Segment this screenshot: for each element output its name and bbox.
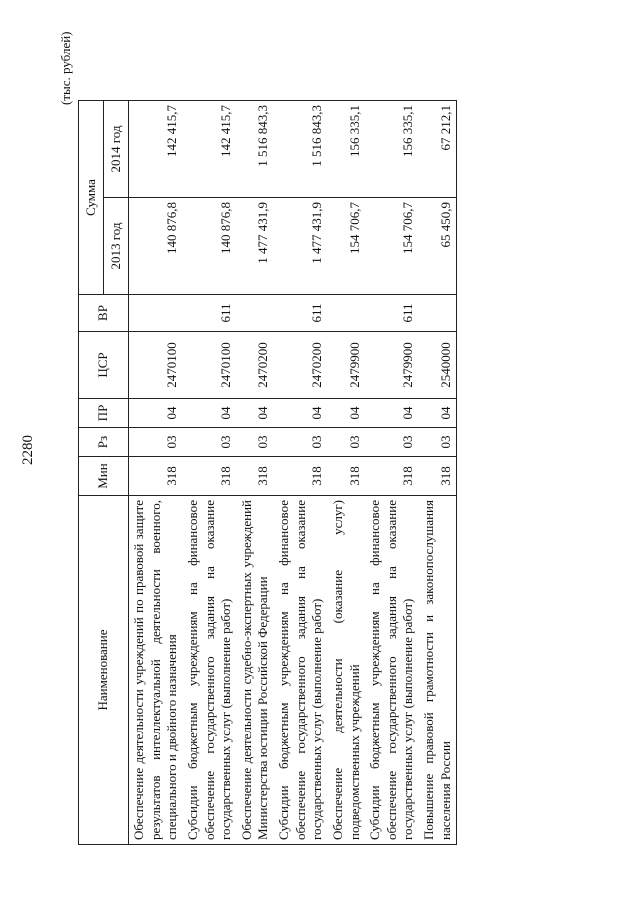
cell-name: Обеспечение деятельности (оказание услуг) подведомственных учреждений <box>328 496 365 845</box>
cell-pr: 04 <box>274 399 328 428</box>
cell-rz: 03 <box>328 428 365 457</box>
cell-pr: 04 <box>183 399 237 428</box>
cell-csr: 2540000 <box>419 332 457 399</box>
cell-y2014: 142 415,7 <box>183 101 237 198</box>
cell-y2013: 154 706,7 <box>328 198 365 295</box>
cell-csr: 2470200 <box>274 332 328 399</box>
cell-min: 318 <box>365 457 419 496</box>
cell-name: Повышение правовой грамотности и законопослушания населения России <box>419 496 457 845</box>
cell-y2014: 67 212,1 <box>419 101 457 198</box>
cell-rz: 03 <box>183 428 237 457</box>
cell-vr <box>328 295 365 332</box>
cell-min: 318 <box>129 457 183 496</box>
cell-y2013: 1 477 431,9 <box>274 198 328 295</box>
cell-pr: 04 <box>365 399 419 428</box>
cell-y2013: 65 450,9 <box>419 198 457 295</box>
cell-pr: 04 <box>328 399 365 428</box>
table-row <box>274 101 328 845</box>
cell-rz: 03 <box>274 428 328 457</box>
header-min: Мин <box>79 457 129 496</box>
cell-y2013: 140 876,8 <box>129 198 183 295</box>
cell-rz: 03 <box>129 428 183 457</box>
header-name: Наименование <box>79 496 129 845</box>
cell-y2013: 1 477 431,9 <box>237 198 274 295</box>
cell-name: Субсидии бюджетным учреждениям на финансовое обеспечение государственного задания на оказание государственных услуг (выполнение работ) <box>183 496 237 845</box>
cell-y2014: 1 516 843,3 <box>274 101 328 198</box>
cell-min: 318 <box>419 457 457 496</box>
cell-csr: 2479900 <box>365 332 419 399</box>
cell-pr: 04 <box>237 399 274 428</box>
table-row <box>183 101 237 845</box>
units-label: (тыс. рублей) <box>58 31 73 105</box>
cell-name: Субсидии бюджетным учреждениям на финансовое обеспечение государственного задания на оказание государственных услуг (выполнение работ) <box>365 496 419 845</box>
cell-rz: 03 <box>365 428 419 457</box>
cell-vr <box>129 295 183 332</box>
budget-table <box>78 100 457 845</box>
cell-y2013: 154 706,7 <box>365 198 419 295</box>
header-vr: ВР <box>79 295 129 332</box>
cell-vr <box>419 295 457 332</box>
cell-y2014: 142 415,7 <box>129 101 183 198</box>
cell-csr: 2479900 <box>328 332 365 399</box>
cell-name: Обеспечение деятельности судебно-экспертных учреждений Министерства юстиции Российской Федерации <box>237 496 274 845</box>
cell-min: 318 <box>274 457 328 496</box>
header-rz: Рз <box>79 428 129 457</box>
table-row <box>328 101 365 845</box>
cell-min: 318 <box>237 457 274 496</box>
cell-min: 318 <box>183 457 237 496</box>
cell-csr: 2470200 <box>237 332 274 399</box>
cell-rz: 03 <box>237 428 274 457</box>
cell-name: Обеспечение деятельности учреждений по правовой защите результатов интеллектуальной деятельности военного, специального и двойного назначения <box>129 496 183 845</box>
cell-csr: 2470100 <box>129 332 183 399</box>
header-pr: ПР <box>79 399 129 428</box>
cell-min: 318 <box>328 457 365 496</box>
header-2014: 2014 год <box>104 101 129 198</box>
cell-y2014: 156 335,1 <box>328 101 365 198</box>
page-number: 2280 <box>20 435 36 465</box>
header-2013: 2013 год <box>104 198 129 295</box>
cell-vr: 611 <box>365 295 419 332</box>
cell-vr <box>237 295 274 332</box>
cell-y2014: 156 335,1 <box>365 101 419 198</box>
table-row <box>237 101 274 845</box>
cell-y2013: 140 876,8 <box>183 198 237 295</box>
header-csr: ЦСР <box>79 332 129 399</box>
cell-pr: 04 <box>419 399 457 428</box>
cell-y2014: 1 516 843,3 <box>237 101 274 198</box>
cell-name: Субсидии бюджетным учреждениям на финансовое обеспечение государственного задания на оказание государственных услуг (выполнение работ) <box>274 496 328 845</box>
cell-vr: 611 <box>274 295 328 332</box>
cell-csr: 2470100 <box>183 332 237 399</box>
cell-vr: 611 <box>183 295 237 332</box>
cell-pr: 04 <box>129 399 183 428</box>
table-row <box>365 101 419 845</box>
header-sum: Сумма <box>79 101 104 295</box>
cell-rz: 03 <box>419 428 457 457</box>
table-row <box>129 101 183 845</box>
table-row <box>419 101 457 845</box>
